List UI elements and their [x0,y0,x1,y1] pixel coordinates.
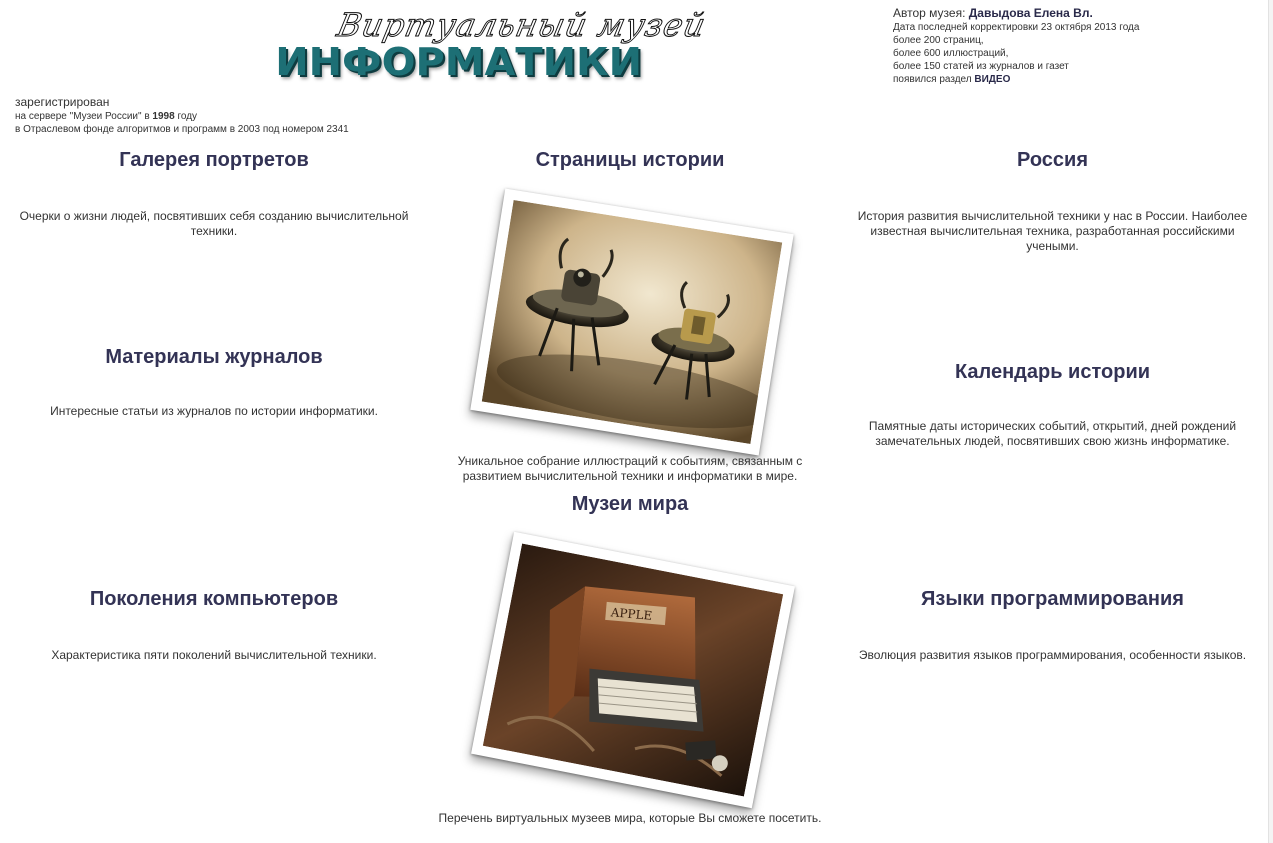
registration-title: зарегистрирован [15,95,110,109]
gallery-link[interactable]: Галерея портретов [119,149,309,171]
author-info [893,6,1139,86]
apple-computer-image [483,544,783,797]
registration-fund: в Отраслевом фонде алгоритмов и программ в 2003 под номером 2341 [15,124,349,135]
logo-script-text: Виртуальный музей [333,6,710,44]
section-journals [14,345,414,419]
author-name: Давыдова Елена Вл. [968,6,1093,20]
section-museums [430,492,830,516]
history-pages-photo[interactable] [470,189,793,456]
generations-link[interactable]: Поколения компьютеров [89,588,339,610]
section-gallery [14,148,414,239]
section-history-pages [430,148,830,172]
author-label: Автор музея: [893,6,969,20]
journals-link[interactable]: Материалы журналов [105,346,323,368]
logo-main-text: ИНФОРМАТИКИ [275,40,642,84]
illustrations-count: более 600 иллюстраций, [893,48,1009,59]
languages-link[interactable]: Языки программирования [921,588,1184,610]
articles-count: более 150 статей из журналов и газет [893,61,1069,72]
history-pages-caption: Уникальное собрание иллюстраций к событиям, связанным с развитием вычислительной техники и информатики в мире. [457,454,803,483]
last-update: Дата последней корректировки 23 октября 2013 года [893,22,1140,33]
section-russia [850,148,1255,254]
video-prefix: появился раздел [893,74,975,85]
video-notice [893,73,1139,86]
section-calendar [850,360,1255,449]
vacuum-tubes-image [482,200,783,444]
museums-caption: Перечень виртуальных музеев мира, которые Вы сможете посетить. [438,811,822,825]
site-logo[interactable] [275,6,710,90]
generations-description: Характеристика пяти поколений вычислительной техники. [51,648,377,662]
gallery-description: Очерки о жизни людей, посвятивших себя созданию вычислительной техники. [19,209,409,238]
history-pages-link[interactable]: Страницы истории [535,149,725,171]
video-link[interactable]: ВИДЕО [974,74,1011,85]
russia-description: История развития вычислительной техники у нас в России. Наиболее известная вычислительная техника, разработанная российскими учеными. [857,209,1248,253]
section-generations [14,587,414,663]
registration-museums-russia [15,110,349,123]
museums-link[interactable]: Музеи мира [571,493,689,515]
registration-line2-prefix: на сервере "Музеи России" в [15,111,153,122]
russia-link[interactable]: Россия [1016,149,1088,171]
section-languages [850,587,1255,663]
registration-year: 1998 [152,111,175,122]
museums-photo[interactable] [471,532,795,808]
registration-line2-suffix: году [174,111,198,122]
scrollbar[interactable] [1268,0,1273,843]
calendar-link[interactable]: Календарь истории [954,361,1151,383]
svg-text:APPLE: APPLE [610,605,653,623]
pages-count: более 200 страниц, [893,35,984,46]
registration-info [15,95,349,136]
author-line [893,6,1139,21]
languages-description: Эволюция развития языков программирования, особенности языков. [858,648,1247,662]
journals-description: Интересные статьи из журналов по истории информатики. [50,404,378,418]
calendar-description: Памятные даты исторических событий, открытий, дней рождений замечательных людей, посвятивших свою жизнь информатике. [868,419,1237,448]
